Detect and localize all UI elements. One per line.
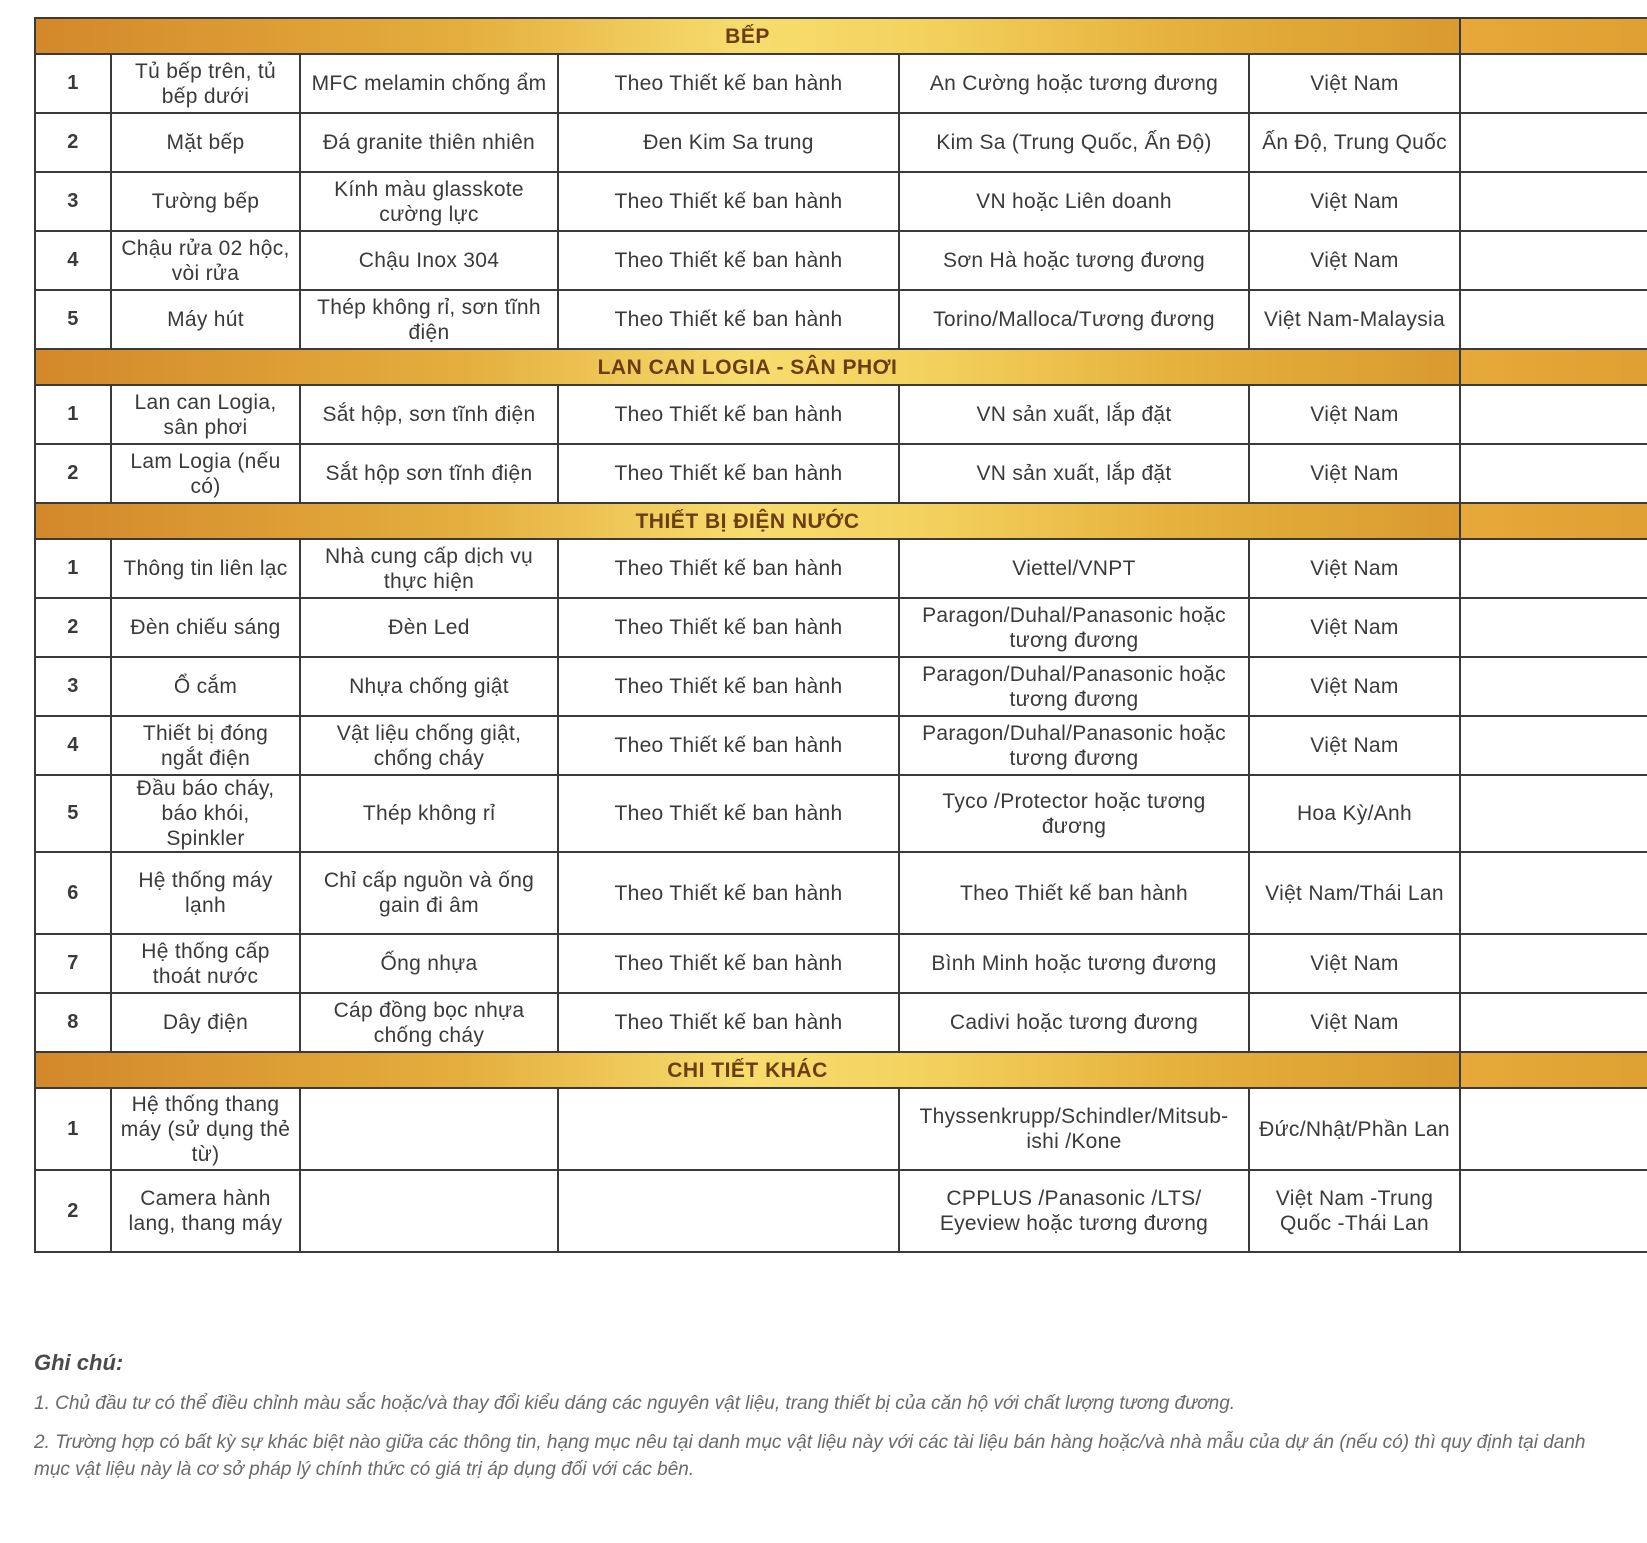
cell-specification: Theo Thiết kế ban hành (558, 852, 899, 934)
cell-brand: VN sản xuất, lắp đặt (899, 444, 1249, 503)
cell-specification: Theo Thiết kế ban hành (558, 385, 899, 444)
table-row (35, 231, 1647, 290)
cell-origin: Việt Nam (1249, 539, 1460, 598)
cell-origin: Việt Nam (1249, 54, 1460, 113)
cell-empty (1460, 1170, 1647, 1252)
cell-row-number: 1 (35, 1088, 111, 1170)
cell-material: Vật liệu chống giật, chống cháy (300, 716, 558, 775)
cell-specification (558, 1088, 899, 1170)
cell-brand: An Cường hoặc tương đương (899, 54, 1249, 113)
section-header-tail (1460, 349, 1647, 385)
cell-empty (1460, 657, 1647, 716)
cell-material: Chỉ cấp nguồn và ống gain đi âm (300, 852, 558, 934)
cell-specification: Theo Thiết kế ban hành (558, 716, 899, 775)
cell-item-name: Ổ cắm (111, 657, 300, 716)
cell-row-number: 1 (35, 54, 111, 113)
table-row (35, 385, 1647, 444)
table-row (35, 716, 1647, 775)
cell-origin: Việt Nam (1249, 385, 1460, 444)
cell-empty (1460, 993, 1647, 1052)
cell-specification: Theo Thiết kế ban hành (558, 934, 899, 993)
section-title: LAN CAN LOGIA - SÂN PHƠI (35, 349, 1460, 385)
cell-material: Thép không rỉ, sơn tĩnh điện (300, 290, 558, 349)
cell-brand: Thyssenkrupp/Schindler/Mitsub- ishi /Kone (899, 1088, 1249, 1170)
table-row (35, 657, 1647, 716)
table-row (35, 993, 1647, 1052)
cell-empty (1460, 385, 1647, 444)
cell-row-number: 5 (35, 775, 111, 852)
section-header-tail (1460, 18, 1647, 54)
cell-row-number: 6 (35, 852, 111, 934)
cell-material: Đèn Led (300, 598, 558, 657)
cell-item-name: Hệ thống thang máy (sử dụng thẻ từ) (111, 1088, 300, 1170)
cell-item-name: Đèn chiếu sáng (111, 598, 300, 657)
cell-row-number: 8 (35, 993, 111, 1052)
note-line-1: 1. Chủ đầu tư có thể điều chỉnh màu sắc hoặc/và thay đổi kiểu dáng các nguyên vật liệu, trang thiết bị của căn hộ với chất lượng tương đương. (34, 1393, 1236, 1414)
cell-material: MFC melamin chống ẩm (300, 54, 558, 113)
cell-item-name: Camera hành lang, thang máy (111, 1170, 300, 1252)
cell-specification: Theo Thiết kế ban hành (558, 444, 899, 503)
cell-item-name: Mặt bếp (111, 113, 300, 172)
cell-item-name: Hệ thống máy lạnh (111, 852, 300, 934)
cell-empty (1460, 934, 1647, 993)
cell-empty (1460, 290, 1647, 349)
cell-row-number: 2 (35, 444, 111, 503)
section-header-tail (1460, 503, 1647, 539)
cell-material: Kính màu glasskote cường lực (300, 172, 558, 231)
cell-item-name: Tủ bếp trên, tủ bếp dưới (111, 54, 300, 113)
table-row (35, 1088, 1647, 1170)
table-row (35, 54, 1647, 113)
cell-material: Ống nhựa (300, 934, 558, 993)
cell-brand: Paragon/Duhal/Panasonic hoặc tương đương (899, 657, 1249, 716)
cell-origin: Việt Nam (1249, 598, 1460, 657)
cell-row-number: 7 (35, 934, 111, 993)
cell-origin: Ấn Độ, Trung Quốc (1249, 113, 1460, 172)
cell-specification: Theo Thiết kế ban hành (558, 657, 899, 716)
cell-item-name: Thiết bị đóng ngắt điện (111, 716, 300, 775)
cell-specification: Theo Thiết kế ban hành (558, 231, 899, 290)
cell-item-name: Lan can Logia, sân phơi (111, 385, 300, 444)
cell-brand: VN sản xuất, lắp đặt (899, 385, 1249, 444)
cell-row-number: 3 (35, 657, 111, 716)
cell-specification: Theo Thiết kế ban hành (558, 539, 899, 598)
cell-origin: Việt Nam (1249, 716, 1460, 775)
table-row (35, 852, 1647, 934)
section-header (35, 349, 1647, 385)
cell-origin: Việt Nam (1249, 993, 1460, 1052)
cell-empty (1460, 444, 1647, 503)
cell-brand: Kim Sa (Trung Quốc, Ấn Độ) (899, 113, 1249, 172)
cell-empty (1460, 775, 1647, 852)
table-row (35, 444, 1647, 503)
cell-brand: Viettel/VNPT (899, 539, 1249, 598)
cell-origin: Việt Nam (1249, 934, 1460, 993)
table-body (35, 18, 1647, 1252)
cell-row-number: 5 (35, 290, 111, 349)
cell-specification: Theo Thiết kế ban hành (558, 598, 899, 657)
cell-specification: Theo Thiết kế ban hành (558, 775, 899, 852)
cell-empty (1460, 598, 1647, 657)
cell-brand: Paragon/Duhal/Panasonic hoặc tương đương (899, 716, 1249, 775)
cell-origin: Hoa Kỳ/Anh (1249, 775, 1460, 852)
cell-specification: Theo Thiết kế ban hành (558, 54, 899, 113)
cell-empty (1460, 231, 1647, 290)
cell-material: Đá granite thiên nhiên (300, 113, 558, 172)
cell-brand: Tyco /Protector hoặc tương đương (899, 775, 1249, 852)
table-row (35, 539, 1647, 598)
cell-item-name: Lam Logia (nếu có) (111, 444, 300, 503)
section-header (35, 1052, 1647, 1088)
cell-material: Nhà cung cấp dịch vụ thực hiện (300, 539, 558, 598)
cell-item-name: Thông tin liên lạc (111, 539, 300, 598)
cell-row-number: 2 (35, 113, 111, 172)
cell-specification: Theo Thiết kế ban hành (558, 993, 899, 1052)
cell-brand: Bình Minh hoặc tương đương (899, 934, 1249, 993)
cell-origin: Việt Nam -Trung Quốc -Thái Lan (1249, 1170, 1460, 1252)
notes-block (34, 1350, 1614, 1495)
cell-origin: Việt Nam (1249, 657, 1460, 716)
section-header (35, 18, 1647, 54)
table-row (35, 934, 1647, 993)
cell-empty (1460, 1088, 1647, 1170)
table-row (35, 1170, 1647, 1252)
cell-row-number: 4 (35, 231, 111, 290)
cell-empty (1460, 113, 1647, 172)
cell-item-name: Tường bếp (111, 172, 300, 231)
cell-item-name: Máy hút (111, 290, 300, 349)
cell-material: Sắt hộp sơn tĩnh điện (300, 444, 558, 503)
cell-origin: Việt Nam-Malaysia (1249, 290, 1460, 349)
cell-origin: Việt Nam (1249, 444, 1460, 503)
section-title: CHI TIẾT KHÁC (35, 1052, 1460, 1088)
cell-item-name: Đầu báo cháy, báo khói, Spinkler (111, 775, 300, 852)
table-row (35, 775, 1647, 852)
table-row (35, 290, 1647, 349)
cell-brand: Theo Thiết kế ban hành (899, 852, 1249, 934)
cell-row-number: 1 (35, 539, 111, 598)
cell-item-name: Hệ thống cấp thoát nước (111, 934, 300, 993)
cell-origin: Việt Nam/Thái Lan (1249, 852, 1460, 934)
table-row (35, 598, 1647, 657)
cell-origin: Việt Nam (1249, 231, 1460, 290)
cell-brand: Sơn Hà hoặc tương đương (899, 231, 1249, 290)
section-title: BẾP (35, 18, 1460, 54)
cell-row-number: 1 (35, 385, 111, 444)
cell-material (300, 1170, 558, 1252)
cell-empty (1460, 852, 1647, 934)
cell-material: Thép không rỉ (300, 775, 558, 852)
cell-material (300, 1088, 558, 1170)
cell-item-name: Chậu rửa 02 hộc, vòi rửa (111, 231, 300, 290)
cell-specification (558, 1170, 899, 1252)
cell-item-name: Dây điện (111, 993, 300, 1052)
section-header (35, 503, 1647, 539)
cell-specification: Theo Thiết kế ban hành (558, 290, 899, 349)
notes-title: Ghi chú: (34, 1350, 124, 1375)
cell-brand: Paragon/Duhal/Panasonic hoặc tương đương (899, 598, 1249, 657)
cell-material: Sắt hộp, sơn tĩnh điện (300, 385, 558, 444)
cell-material: Chậu Inox 304 (300, 231, 558, 290)
cell-row-number: 3 (35, 172, 111, 231)
cell-brand: CPPLUS /Panasonic /LTS/ Eyeview hoặc tương đương (899, 1170, 1249, 1252)
cell-specification: Đen Kim Sa trung (558, 113, 899, 172)
cell-row-number: 4 (35, 716, 111, 775)
cell-origin: Đức/Nhật/Phần Lan (1249, 1088, 1460, 1170)
material-spec-table (34, 17, 1647, 1253)
cell-empty (1460, 716, 1647, 775)
cell-empty (1460, 172, 1647, 231)
cell-row-number: 2 (35, 598, 111, 657)
table-row (35, 172, 1647, 231)
cell-material: Cáp đồng bọc nhựa chống cháy (300, 993, 558, 1052)
cell-row-number: 2 (35, 1170, 111, 1252)
section-title: THIẾT BỊ ĐIỆN NƯỚC (35, 503, 1460, 539)
cell-specification: Theo Thiết kế ban hành (558, 172, 899, 231)
cell-brand: VN hoặc Liên doanh (899, 172, 1249, 231)
cell-material: Nhựa chống giật (300, 657, 558, 716)
cell-brand: Cadivi hoặc tương đương (899, 993, 1249, 1052)
section-header-tail (1460, 1052, 1647, 1088)
cell-empty (1460, 54, 1647, 113)
cell-brand: Torino/Malloca/Tương đương (899, 290, 1249, 349)
cell-origin: Việt Nam (1249, 172, 1460, 231)
table-row (35, 113, 1647, 172)
note-line-2: 2. Trường hợp có bất kỳ sự khác biệt nào giữa các thông tin, hạng mục nêu tại danh mục vật liệu này với các tài liệu bán hàng hoặc/và nhà mẫu của dự án (nếu có) thì quy định tại danh mục vật liệu này là cơ sở pháp lý chính thức có giá trị áp dụng đối với các bên. (34, 1432, 1586, 1480)
cell-empty (1460, 539, 1647, 598)
